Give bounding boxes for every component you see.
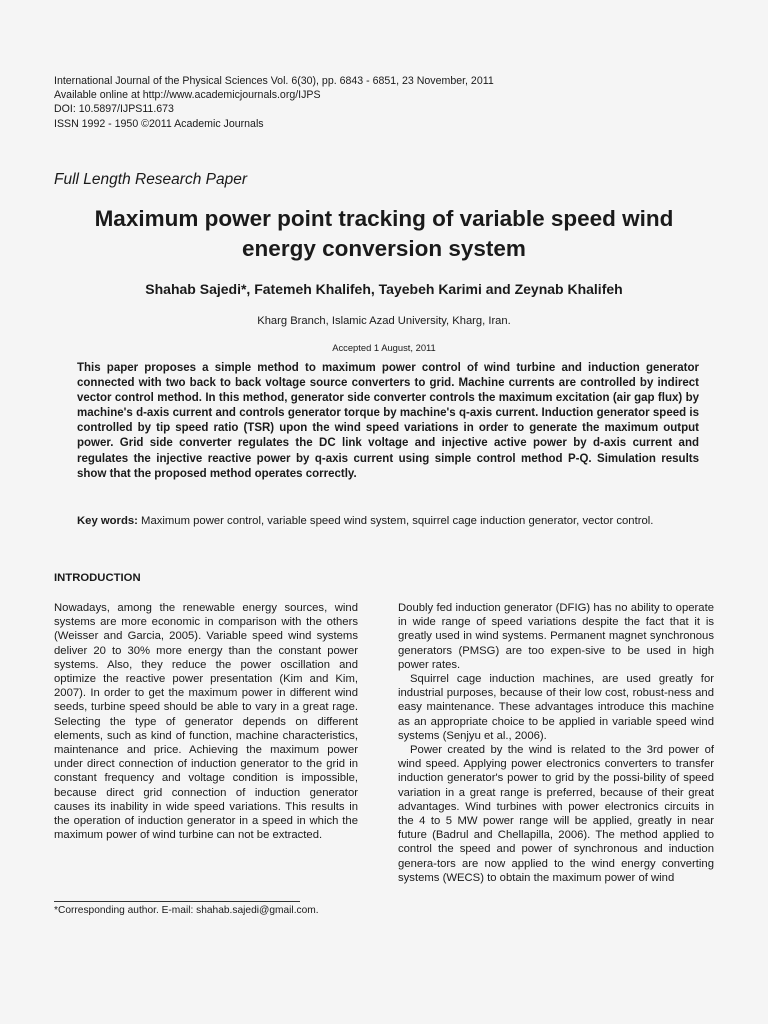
- title-line: energy conversion system: [242, 236, 526, 261]
- body-paragraph: Nowadays, among the renewable energy sources, wind systems are more economic in comparison with the others (Weisser and Garcia, 2005). Variable speed wind systems deliver 20 to 30% more energy than the constant power systems. Also, they reduce the power oscillation and optimize the reactive power presentation (Kim and Kim, 2007). In order to get the maximum power in different wind seeds, turbine speed should be able to vary in a great rage. Selecting the type of generator depends on different elements, such as kind of function, machine characteristics, maintenance and price. Achieving the maximum power under direct connection of induction generator to the grid in constant frequency and voltage condition is impossible, because direct grid connection of induction generator causes its inability in wide speed variations. This results in the operation of induction generator in a speed in which the maximum power of wind turbine can not be extracted.: [54, 602, 358, 842]
- issn-line: ISSN 1992 - 1950 ©2011 Academic Journals: [54, 117, 264, 130]
- journal-citation-line: International Journal of the Physical Sciences Vol. 6(30), pp. 6843 - 6851, 23 November, 2011: [54, 75, 494, 87]
- author-list: Shahab Sajedi*, Fatemeh Khalifeh, Tayebeh Karimi and Zeynab Khalifeh: [145, 281, 623, 297]
- paper-type-label: Full Length Research Paper: [54, 171, 248, 188]
- title-line: Maximum power point tracking of variable speed wind: [94, 206, 674, 231]
- doi-line: DOI: 10.5897/IJPS11.673: [54, 103, 174, 116]
- keywords: [77, 514, 699, 529]
- journal-url-line: Available online at http://www.academicjournals.org/IJPS: [54, 89, 321, 102]
- accepted-date: Accepted 1 August, 2011: [332, 342, 436, 353]
- body-paragraph: Power created by the wind is related to the 3rd power of wind speed. Applying power electronics converters to transfer induction generator's power to grid by the possi-bility of speed variation in a great range is preferred, because of their great advantages. Wind turbines with power electronics circuits in the 4 to 5 MW power range will be applied, greatly in near future (Badrul and Chellapilla, 2006). The method applied to control the speed and power of synchronous and induction genera-tors are now applied to the wind energy converting systems (WECS) to obtain the maximum power of wind: [398, 744, 714, 884]
- abstract: This paper proposes a simple method to maximum power control of wind turbine and induction generator connected with two back to back voltage source converters to grid. Machine currents are controlled by indirect vector control method. In this method, generator side converter controls the maximum excitation (air gap flux) by machine's d-axis current and controls generator torque by machine's q-axis current. Induction generator speed is controlled by tip speed ratio (TSR) upon the wind speed variations in order to generate the maximum output power. Grid side converter regulates the DC link voltage and injective active power by d-axis current and regulates the injective reactive power by q-axis current using simple control method P-Q. Simulation results show that the proposed method operates correctly.: [77, 362, 699, 480]
- footnote-divider: [54, 901, 300, 902]
- paper-title: [40, 204, 728, 264]
- keywords-text: Maximum power control, variable speed wind system, squirrel cage induction generator, vector control.: [137, 515, 654, 527]
- journal-header: [54, 74, 714, 131]
- section-heading-introduction: INTRODUCTION: [54, 572, 141, 584]
- left-column: [54, 601, 358, 842]
- body-paragraph: Doubly fed induction generator (DFIG) has no ability to operate in wide range of speed variations despite the fact that it is greatly used in wind systems. Permanent magnet synchronous generators (PMSG) are too expen-sive to be used in high power rates.: [398, 602, 714, 671]
- right-column: [398, 601, 714, 885]
- keywords-label: Key words:: [77, 515, 138, 527]
- affiliation: Kharg Branch, Islamic Azad University, Kharg, Iran.: [257, 315, 511, 327]
- corresponding-author-footnote: *Corresponding author. E-mail: shahab.sajedi@gmail.com.: [54, 905, 319, 916]
- body-paragraph: Squirrel cage induction machines, are used greatly for industrial purposes, because of their low cost, robust-ness and easy maintenance. These advantages introduce this machine as an appropriate choice to be applied in variable speed wind systems (Senjyu et al., 2006).: [398, 673, 714, 742]
